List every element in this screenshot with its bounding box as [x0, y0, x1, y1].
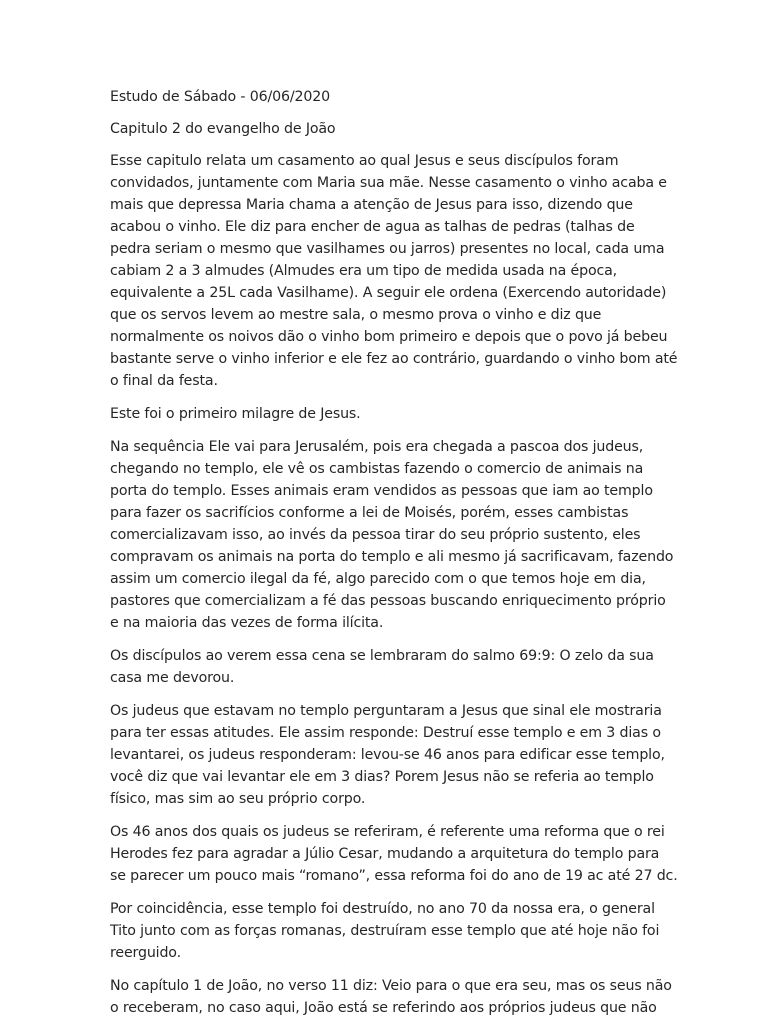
- paragraph-sign-question: Os judeus que estavam no templo perguntaram a Jesus que sinal ele mostraria para ter essas atitudes. Ele assim responde: Destruí esse templo e em 3 dias o levantarei, os judeus responderam: levou-se 46 anos para edificar esse templo, você diz que vai levantar ele em 3 dias? Porem Jesus não se referia ao templo físico, mas sim ao seu próprio corpo.: [110, 703, 665, 807]
- paragraph-temple-destroyed: Por coincidência, esse templo foi destruído, no ano 70 da nossa era, o general Tito junto com as forças romanas, destruíram esse templo que até hoje não foi reerguido.: [110, 901, 660, 961]
- paragraph-first-miracle: Este foi o primeiro milagre de Jesus.: [110, 406, 361, 422]
- paragraph-john-1-11: No capítulo 1 de João, no verso 11 diz: Veio para o que era seu, mas os seus não o receberam, no caso aqui, João está se referindo aos próprios judeus que não: [110, 978, 672, 1016]
- paragraph-46-years: Os 46 anos dos quais os judeus se referiram, é referente uma reforma que o rei Herodes fez para agradar a Júlio Cesar, mudando a arquitetura do templo para se parecer um pouco mais “romano”, essa reforma foi do ano de 19 ac até 27 dc.: [110, 824, 678, 884]
- paragraph-psalm-quote: Os discípulos ao verem essa cena se lembraram do salmo 69:9: O zelo da sua casa me devorou.: [110, 648, 654, 686]
- paragraph-wedding: Esse capitulo relata um casamento ao qual Jesus e seus discípulos foram convidados, juntamente com Maria sua mãe. Nesse casamento o vinho acaba e mais que depressa Maria chama a atenção de Jesus para isso, dizendo que acabou o vinho. Ele diz para encher de agua as talhas de pedras (talhas de pedra seriam o mesmo que vasilhames ou jarros) presentes no local, cada uma cabiam 2 a 3 almudes (Almudes era um tipo de medida usada na época, equivalente a 25L cada Vasilhame). A seguir ele ordena (Exercendo autoridade) que os servos levem ao mestre sala, o mesmo prova o vinho e diz que normalmente os noivos dão o vinho bom primeiro e depois que o povo já bebeu bastante serve o vinho inferior e ele fez ao contrário, guardando o vinho bom até o final da festa.: [110, 153, 678, 389]
- document-title: Estudo de Sábado - 06/06/2020: [110, 89, 330, 105]
- paragraph-temple-merchants: Na sequência Ele vai para Jerusalém, pois era chegada a pascoa dos judeus, chegando no templo, ele vê os cambistas fazendo o comercio de animais na porta do templo. Esses animais eram vendidos as pessoas que iam ao templo para fazer os sacrifícios conforme a lei de Moisés, porém, esses cambistas comercializavam isso, ao invés da pessoa tirar do seu próprio sustento, eles compravam os animais na porta do templo e ali mesmo já sacrificavam, fazendo assim um comercio ilegal da fé, algo parecido com o que temos hoje em dia, pastores que comercializam a fé das pessoas buscando enriquecimento próprio e na maioria das vezes de forma ilícita.: [110, 439, 674, 631]
- document-subtitle: Capitulo 2 do evangelho de João: [110, 121, 336, 137]
